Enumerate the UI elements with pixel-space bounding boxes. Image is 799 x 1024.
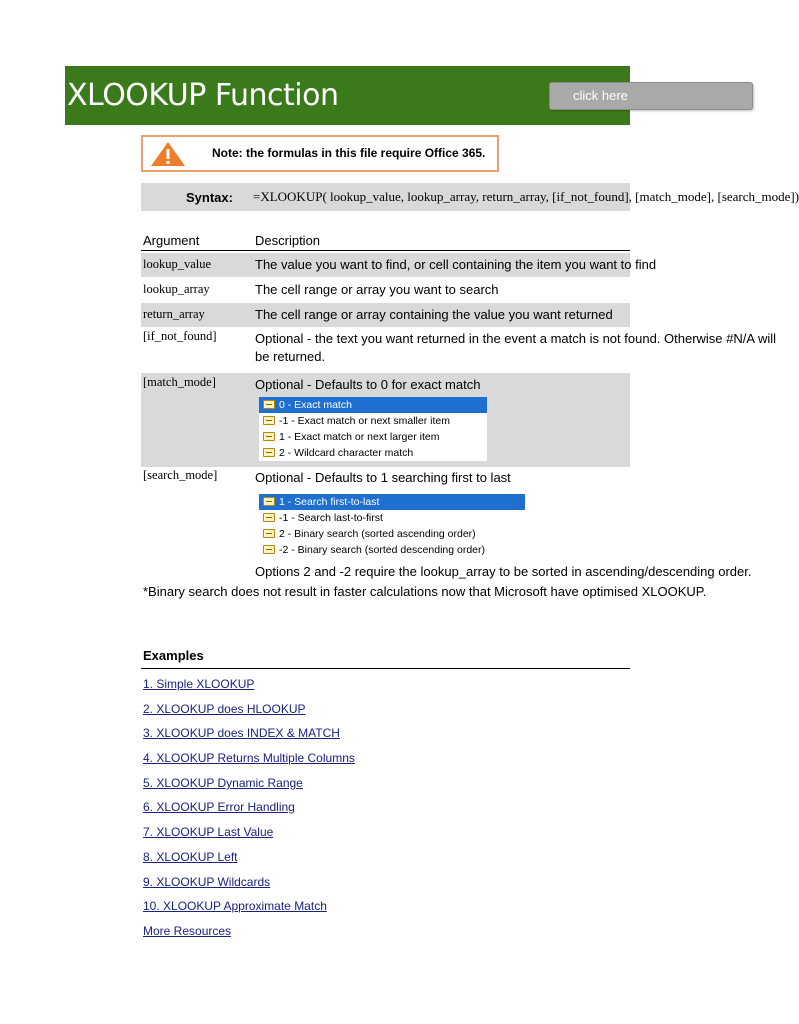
arg-lookup-value: lookup_value <box>143 257 212 271</box>
list-item: -1 - Exact match or next smaller item <box>259 413 487 429</box>
syntax-formula: =XLOOKUP( lookup_value, lookup_array, return_array, [if_not_found], [match_mode], [search_mode]) <box>253 189 799 204</box>
binary-search-note: *Binary search does not result in faster calculations now that Microsoft have optimised XLOOKUP. <box>143 584 707 599</box>
list-item: -1 - Search last-to-first <box>259 510 525 526</box>
warning-icon <box>150 141 186 167</box>
arg-lookup-array: lookup_array <box>143 282 210 296</box>
list-item: 2 - Binary search (sorted ascending order) <box>259 526 525 542</box>
arg-return-array: return_array <box>143 307 205 321</box>
desc-search-mode: Optional - Defaults to 1 searching first to last <box>255 470 511 485</box>
title-word: Function <box>214 78 339 113</box>
arg-if-not-found: [if_not_found] <box>143 329 217 343</box>
list-item: -2 - Binary search (sorted descending order) <box>259 542 525 558</box>
enum-icon <box>263 432 275 441</box>
note-text: Note: the formulas in this file require Office 365. <box>212 146 486 160</box>
argument-header: Argument <box>143 233 200 248</box>
example-link-index-match[interactable]: 3. XLOOKUP does INDEX & MATCH <box>143 726 340 740</box>
example-link-approximate-match[interactable]: 10. XLOOKUP Approximate Match <box>143 899 327 913</box>
examples-heading: Examples <box>143 648 204 663</box>
enum-icon <box>263 529 275 538</box>
enum-icon <box>263 400 275 409</box>
title-banner <box>65 66 630 125</box>
desc-lookup-value: The value you want to find, or cell containing the item you want to find <box>255 257 657 272</box>
description-header: Description <box>255 233 321 248</box>
desc-match-mode: Optional - Defaults to 0 for exact match <box>255 377 481 392</box>
syntax-label: Syntax: <box>186 190 233 205</box>
list-item: 2 - Wildcard character match <box>259 445 487 461</box>
arg-match-mode: [match_mode] <box>143 375 216 389</box>
desc-lookup-array: The cell range or array you want to search <box>255 282 499 297</box>
syntax-row <box>141 183 799 211</box>
example-link-hlookup[interactable]: 2. XLOOKUP does HLOOKUP <box>143 702 306 716</box>
title-function-name: XLOOKUP <box>67 78 206 113</box>
enum-icon <box>263 448 275 457</box>
list-item: 1 - Exact match or next larger item <box>259 429 487 445</box>
example-link-simple-xlookup[interactable]: 1. Simple XLOOKUP <box>143 677 255 691</box>
header-divider <box>141 250 630 251</box>
example-link-last-value[interactable]: 7. XLOOKUP Last Value <box>143 825 274 839</box>
desc-return-array: The cell range or array containing the value you want returned <box>255 307 613 322</box>
arg-search-mode: [search_mode] <box>143 468 218 482</box>
options-sort-note: Options 2 and -2 require the lookup_array to be sorted in ascending/descending order. <box>255 564 752 579</box>
list-item: 1 - Search first-to-last <box>259 494 525 510</box>
office-365-note <box>141 135 499 172</box>
example-link-error-handling[interactable]: 6. XLOOKUP Error Handling <box>143 800 295 814</box>
enum-icon <box>263 545 275 554</box>
enum-icon <box>263 416 275 425</box>
more-resources-link[interactable]: More Resources <box>143 924 232 938</box>
click-here-button[interactable]: click here <box>549 82 753 110</box>
example-link-multiple-columns[interactable]: 4. XLOOKUP Returns Multiple Columns <box>143 751 355 765</box>
enum-icon <box>263 513 275 522</box>
match-mode-options-list <box>259 397 487 461</box>
desc-if-not-found-line2: be returned. <box>255 349 326 364</box>
example-link-left[interactable]: 8. XLOOKUP Left <box>143 850 238 864</box>
enum-icon <box>263 497 275 506</box>
page-title <box>67 78 339 113</box>
example-link-wildcards[interactable]: 9. XLOOKUP Wildcards <box>143 875 271 889</box>
desc-if-not-found-line1: Optional - the text you want returned in the event a match is not found. Otherwise #N/A will <box>255 331 776 346</box>
examples-divider <box>141 668 630 669</box>
search-mode-options-list <box>259 494 525 558</box>
list-item: 0 - Exact match <box>259 397 487 413</box>
example-link-dynamic-range[interactable]: 5. XLOOKUP Dynamic Range <box>143 776 303 790</box>
